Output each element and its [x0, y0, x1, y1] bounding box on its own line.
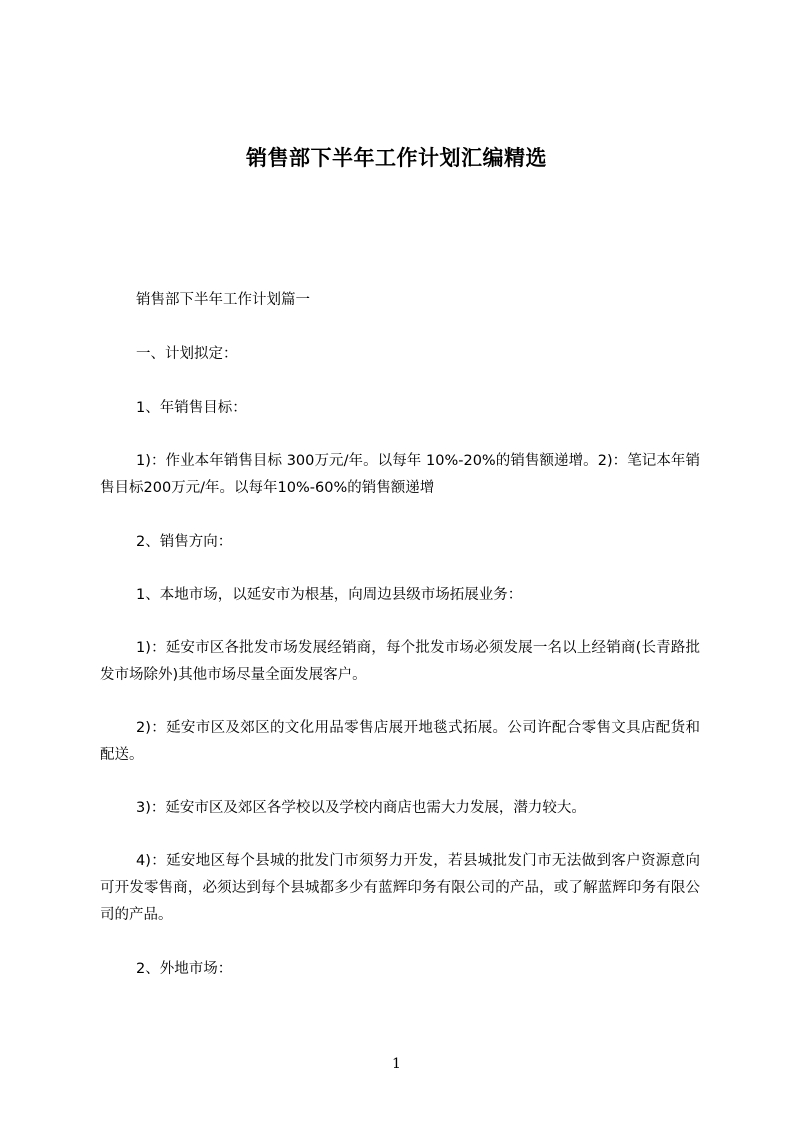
page-number: 1: [392, 1056, 401, 1072]
county-paragraph: 4)：延安地区每个县城的批发门市须努力开发，若县城批发门市无法做到客户资源意向可开发零售商，必须达到每个县城都多少有蓝辉印务有限公司的产品，或了解蓝辉印务有限公司的产品。: [100, 853, 700, 923]
sales-direction-heading: 2、销售方向：: [136, 534, 233, 550]
sales-target-paragraph: 1)：作业本年销售目标 300万元/年。以每年 10%-20%的销售额递增。2)：笔记本年销售目标200万元/年。以每年10%-60%的销售额递增: [100, 453, 700, 496]
plan-heading: 一、计划拟定：: [136, 346, 238, 362]
wholesale-market-paragraph: 1)：延安市区各批发市场发展经销商，每个批发市场必须发展一名以上经销商(长青路批发市场除外)其他市场尽量全面发展客户。: [100, 640, 700, 683]
retail-store-paragraph: 2)：延安市区及郊区的文化用品零售店展开地毯式拓展。公司许配合零售文具店配货和配送。: [100, 720, 700, 763]
document-title: 销售部下半年工作计划汇编精选: [246, 146, 547, 170]
local-market-paragraph: 1、本地市场，以延安市为根基，向周边县级市场拓展业务：: [136, 587, 523, 603]
school-paragraph: 3)：延安市区及郊区各学校以及学校内商店也需大力发展，潜力较大。: [136, 800, 586, 816]
section-heading: 销售部下半年工作计划篇一: [136, 292, 310, 308]
external-market-heading: 2、外地市场：: [136, 961, 233, 977]
sales-target-heading: 1、年销售目标：: [136, 400, 247, 416]
